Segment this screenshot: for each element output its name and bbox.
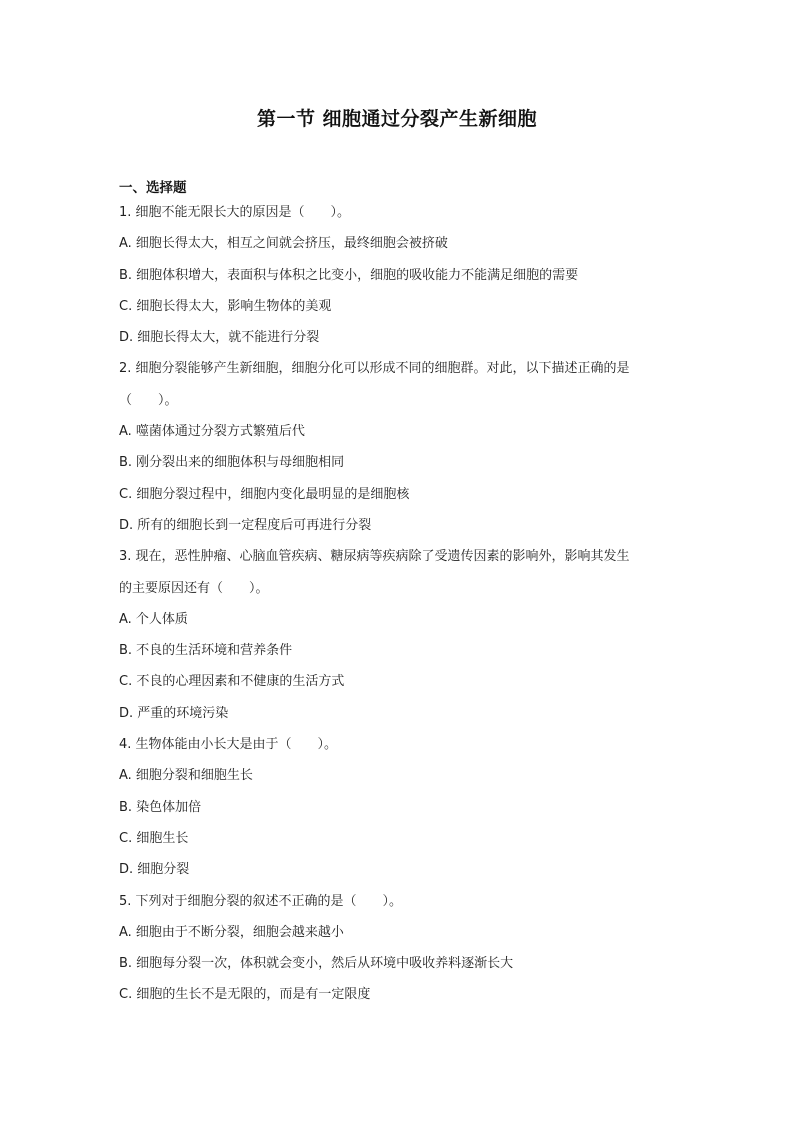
question-1-option-c: C. 细胞长得太大，影响生物体的美观 xyxy=(119,298,332,314)
question-2-option-b: B. 刚分裂出来的细胞体积与母细胞相同 xyxy=(119,455,345,471)
question-3-stem-continued: 的主要原因还有（ ）。 xyxy=(119,580,269,596)
question-4-option-b: B. 染色体加倍 xyxy=(119,799,202,815)
question-2-option-c: C. 细胞分裂过程中，细胞内变化最明显的是细胞核 xyxy=(119,486,410,502)
question-3-stem: 3. 现在，恶性肿瘤、心脑血管疾病、糖尿病等疾病除了受遗传因素的影响外，影响其发生 xyxy=(119,549,630,565)
question-3-option-c: C. 不良的心理因素和不健康的生活方式 xyxy=(119,674,345,690)
question-4-option-d: D. 细胞分裂 xyxy=(119,862,190,878)
question-2-option-d: D. 所有的细胞长到一定程度后可再进行分裂 xyxy=(119,517,372,533)
question-1-option-b: B. 细胞体积增大，表面积与体积之比变小，细胞的吸收能力不能满足细胞的需要 xyxy=(119,267,579,283)
question-4-option-c: C. 细胞生长 xyxy=(119,830,189,846)
question-2-option-a: A. 噬菌体通过分裂方式繁殖后代 xyxy=(119,424,305,440)
question-1-option-d: D. 细胞长得太大，就不能进行分裂 xyxy=(119,330,320,346)
question-1-option-a: A. 细胞长得太大，相互之间就会挤压，最终细胞会被挤破 xyxy=(119,236,448,252)
question-3-option-a: A. 个人体质 xyxy=(119,611,188,627)
question-2-stem: 2. 细胞分裂能够产生新细胞，细胞分化可以形成不同的细胞群。对此，以下描述正确的是 xyxy=(119,361,630,377)
question-5-option-a: A. 细胞由于不断分裂，细胞会越来越小 xyxy=(119,924,344,940)
question-3-option-d: D. 严重的环境污染 xyxy=(119,705,229,721)
question-1-stem: 1. 细胞不能无限长大的原因是（ ）。 xyxy=(119,205,351,220)
page-title: 第一节 细胞通过分裂产生新细胞 xyxy=(256,108,538,130)
question-list xyxy=(119,203,679,1017)
question-2-stem-continued: （ ）。 xyxy=(119,392,178,408)
question-5-stem: 5. 下列对于细胞分裂的叙述不正确的是（ ）。 xyxy=(119,893,403,909)
question-5-option-c: C. 细胞的生长不是无限的，而是有一定限度 xyxy=(119,987,371,1003)
question-3-option-b: B. 不良的生活环境和营养条件 xyxy=(119,643,293,659)
question-4-stem: 4. 生物体能由小长大是由于（ ）。 xyxy=(119,737,338,753)
section-heading: 一、选择题 xyxy=(119,180,187,196)
question-5-option-b: B. 细胞每分裂一次，体积就会变小，然后从环境中吸收养料逐渐长大 xyxy=(119,956,514,972)
question-4-option-a: A. 细胞分裂和细胞生长 xyxy=(119,768,253,784)
